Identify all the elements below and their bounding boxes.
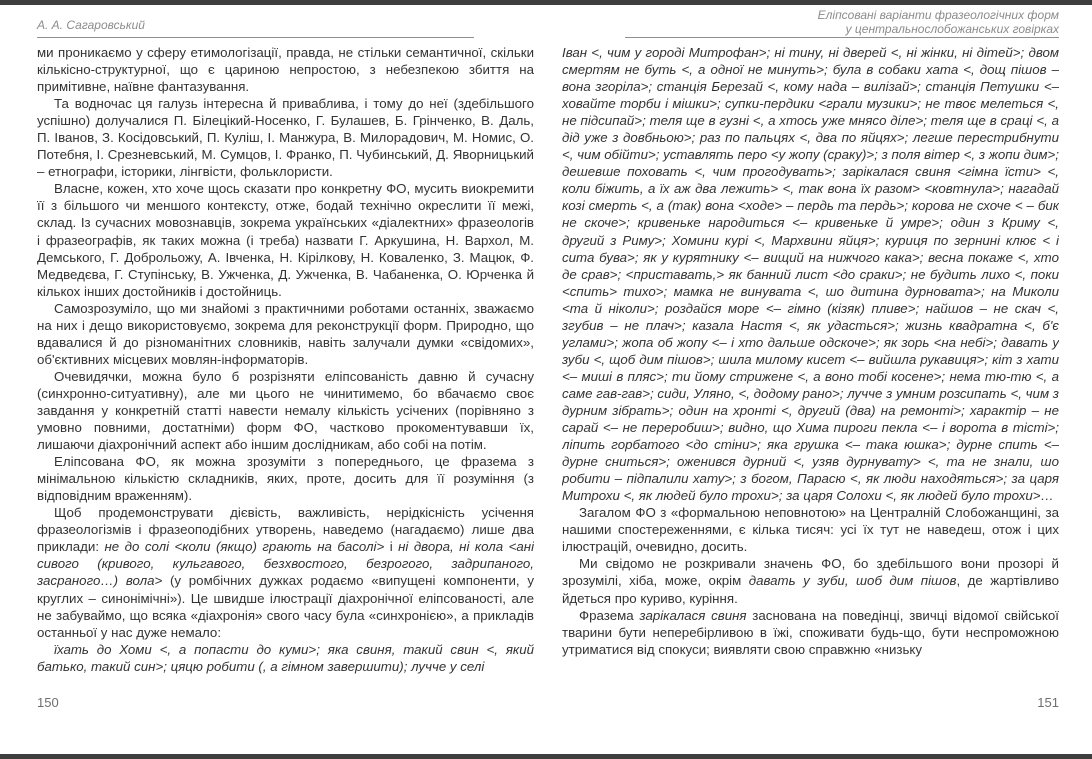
running-header-title-line2: у центральнослобожанських говірках [845, 21, 1059, 36]
running-header-title-line1: Еліпсовані варіанти фразеологічних форм [817, 8, 1059, 22]
body-text: Та водночас ця галузь інтересна й приваблива, і тому до неї (здебільшого успішно) долучалися П. Білецікий-Носенко, Г. Булашев, Б. Грінченко, В. Даль, П. Іванов, З. Косідовський, П. Куліш, І. Манжура, В. Милорадович, М. Номис, О. Потебня, І. Срезневський, М. Сумцов, І. Франко, П. Чубинський, Д. Яворницький – етнографи, історики, лінгвісти, фольклористи. [37, 96, 534, 180]
paragraph [37, 368, 534, 453]
body-text: Ми свідомо не розкривали значень ФО, бо здебільшого вони прозорі й зрозумілі, хіба, може, окрім [562, 556, 1059, 589]
paragraph [562, 555, 1059, 606]
paragraph [37, 180, 534, 299]
body-text: Еліпсована ФО, як можна зрозуміти з попереднього, це фразема з мінімальною кількістю складників, яких, проте, досить для її розуміння (з відповідним враженням). [37, 454, 534, 504]
body-text: Фразема [579, 607, 640, 623]
paragraph [37, 504, 534, 640]
page-left [37, 5, 534, 754]
phraseme-example-text: давать у зуби, шоб дим пішов [748, 573, 957, 589]
phraseme-example-text: не до солі <коли (якщо) грають на басолі> [104, 539, 385, 555]
paragraph [37, 44, 534, 95]
running-header-author: А. А. Сагаровський [37, 18, 145, 32]
phraseme-example-text: їхать до Хоми <, а попасти до куми>; яка свиня, такий свин <, який батько, такий син>; цяцю робити (, а гімном завершити); лучче у селі [37, 641, 534, 674]
paragraph [37, 453, 534, 504]
paragraph [562, 607, 1059, 658]
page-text-right [562, 44, 1059, 696]
scan-edge-bottom [0, 754, 1092, 759]
body-text: Власне, кожен, хто хоче щось сказати про конкретну ФО, мусить виокремити її з більшого чи меншого контексту, отже, бодай технічно окреслити її межі, склад. Із сучасних мовознавців, зокрема українських «діалектних» фразеологів і фразеографів, як таких можна (і треба) назвати Г. Аркушина, Н. Вархол, М. Демського, Г. Доброльожу, А. Івченка, Н. Кірілкову, Н. Коваленко, З. Мацюк, Ф. Медведєва, Г. Ступінську, В. Ужченка, Д. Ужченка, В. Чабаненка, О. Юрченка й кількох інших достойників і достойниць. [37, 181, 534, 299]
body-text: заснована на поведінці, звичці відомої свійської тварини бути неперебірливою в їжі, споживати будь-що, бути неспроможною утриматися від спокуси; виявляти свою справжню «низьку [562, 607, 1059, 657]
phraseme-example-text: Іван <, чим у городі Митрофан>; ні тину, ні дверей <, ні жінки, ні дітей>; двом смертям не буть <, а одної не минуть>; була в собаки хата <, дощ пішов – вона згоріла>; станція Березай <, кому нада – вилізай>; станція Петушки <– ховайте торби і мішки>; супки-пердики <грали музики>; не твоє мелеться <, не підсипай>; теля ще в гузні <, а хтось уже мнясо діле>; теля ще в сраці <, а дід уже з довбньою>; раз по пальцях <, два по яйцях>; легше перестрибнути <, чим обійти>; уставлять перо <у жопу (сраку)>; з поля вітер <, з жопи дим>; дешевше поховать <, чим прогодувать>; зарікалася свиня <гімна їсти> <, коли біжить, а їх аж два лежить> <, так вона їх разом> <ковтнула>; нагадай козі смерть <, а (так) вона <ходе> – пердь та пердь>; корова не схоче < – бик не скоче>; кривеньке народиться <– кривеньке й умре>; один з Криму <, другий з Риму>; Хомини курі <, Мархвини яйця>; куриця по зернині клює < і сита бува>; як у курятнику <– вищий на нижчого кака>; весна покаже <, хто де срав>; <приставать,> як банний лист <до сраки>; не будить лихо <, поки <спить> тихо>; мамка не винувата <, шо дитина дурновата>; на Миколи <та й ніколи>; роздайся море <– гімно (кізяк) пливе>; найшов – не скач <, згубив – не плач>; казала Настя <, як удасться>; жизнь квадратна <, б'є углами>; жопа об жопу <– і хто дальше одскоче>; як зорь <на небі>; давать у зуби <, щоб дим пішов>; шила милому кисет <– вийшла рукавиця>; кіт з хати <– миші в пляс>; ти йому стрижене <, а воно тобі косене>; нема тю-тю <, а саме гав-гав>; сиди, Уляно, <, додому рано>; лучче з умним розсипать <, чим з дурним зібрать>; один на хронті <, другий (два) на ремонті>; характір – не сарай <– не переробиш>; видно, що Хима пироги пекла <– і ворота в тісті>; ліпить горбатого <до стіни>; яка грушка <– така юшка>; дурне спить <– дурне сниться>; оженився дурний <, узяв дурнувату> <, та не знали, шо робити – підпалили хату>; з богом, Парасю <, як люди находяться>; за царя Митрохи <, як людей було трохи>; за царя Солохи <, як людей було трохи>… [562, 45, 1059, 504]
body-text: Самозрозуміло, що ми знайомі з практичними роботами останніх, зважаємо на них і дещо використовуємо, зокрема для реконструкції форм. Природно, що вдавалися й до різноманітних словників, навіть залучали думки «свідомих», об'єктивних місцевих мовлян-інформаторів. [37, 300, 534, 367]
body-text: (у ромбічних дужках родаємо «випущені компоненти, у круглих – синонімічні»). Це швидше ілюстрації діахронічної еліпсованості, але не забуваймо, що всяка «діахронія» свого часу була «синхронією», а прикладів останньої у нас дуже немало: [37, 573, 534, 640]
body-text: ми проникаємо у сферу етимологізації, правда, не стільки семантичної, скільки кількісно-структурної, що є цариною непростою, з небезпекою збиття на примітивне, наївне фантазування. [37, 45, 534, 95]
body-text: Щоб продемонструвати дієвість, важливість, нерідкісність усічення фразеологізмів і фразеоподібних утворень, наведемо (нагадаємо) лише два приклади: [37, 505, 534, 555]
header-rule-right [625, 37, 1059, 38]
paragraph [37, 95, 534, 180]
paragraph [562, 44, 1059, 504]
page-number-left: 150 [37, 695, 59, 710]
page-number-right: 151 [1037, 695, 1059, 710]
paragraph [37, 300, 534, 368]
body-text: , де жартівливо йдеться про куриво, куріння. [562, 573, 1059, 606]
page-right [562, 5, 1059, 754]
header-rule-left [37, 37, 474, 38]
paragraph [37, 641, 534, 675]
phraseme-example-text: ні двора, ні кола <ані сивого (кривого, кульгавого, безхвостого, безрогого, задрипаного, засраного…) вола> [37, 539, 534, 589]
page-text-left [37, 44, 534, 696]
body-text: Загалом ФО з «формальною неповнотою» на Централній Слобожанщині, за нашими спостереженнями, є кілька тисяч: усі їх тут не наведеш, отож і цих ілюстрацій, очевидно, досить. [562, 505, 1059, 555]
body-text: Очевидячки, можна було б розрізняти еліпсованість давню й сучасну (синхронно-ситуативну), але ми цього не чинитимемо, бо вбачаємо своє завдання у конкретній статті навести немалу кількість усічених (порівняно з умовно повними, достатніми) форм ФО, частково прокоментувавши їх, лишаючи діахронічний аспект або іншим дослідникам, або собі на потім. [37, 368, 534, 453]
body-text: і [384, 539, 399, 555]
book-spread [37, 5, 1059, 754]
phraseme-example-text: зарікалася свиня [639, 607, 747, 623]
paragraph [562, 504, 1059, 555]
running-header-title [818, 9, 1059, 36]
